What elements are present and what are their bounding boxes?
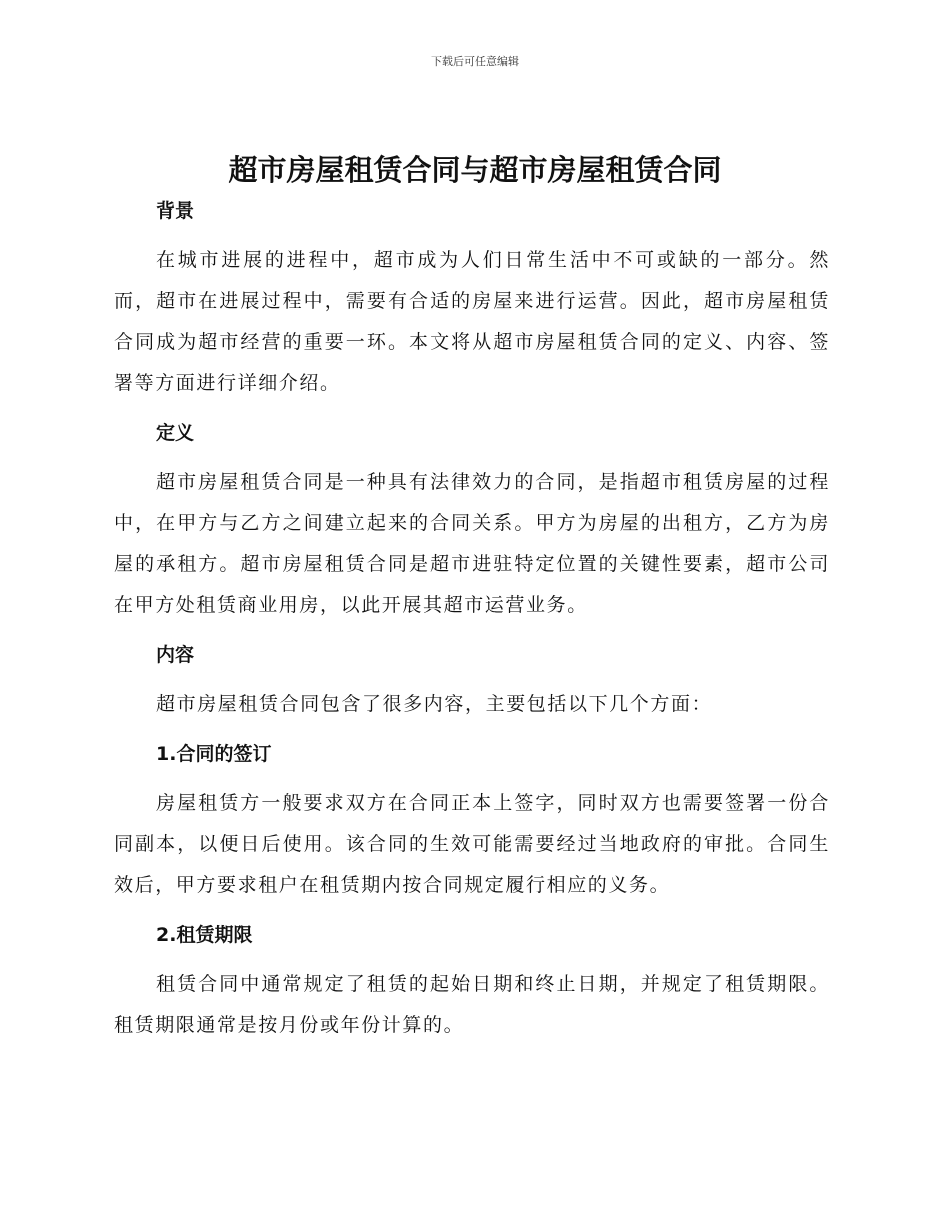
document-title: 超市房屋租赁合同与超市房屋租赁合同: [228, 153, 722, 187]
paragraph-background: 在城市进展的进程中，超市成为人们日常生活中不可或缺的一部分。然而，超市在进展过程中，需要有合适的房屋来进行运营。因此，超市房屋租赁合同成为超市经营的重要一环。本文将从超市房屋租赁合同的定义、内容、签署等方面进行详细介绍。: [114, 249, 830, 394]
paragraph-signing: 房屋租赁方一般要求双方在合同正本上签字，同时双方也需要签署一份合同副本，以便日后使用。该合同的生效可能需要经过当地政府的审批。合同生效后，甲方要求租户在租赁期内按合同规定履行相应的义务。: [114, 792, 830, 896]
paragraph-content: 超市房屋租赁合同包含了很多内容，主要包括以下几个方面：: [156, 693, 713, 715]
section-heading-signing: 1.合同的签订: [156, 743, 272, 765]
section-heading-definition: 定义: [156, 422, 195, 444]
section-heading-lease-term: 2.租赁期限: [156, 924, 253, 946]
section-heading-background: 背景: [156, 200, 195, 222]
document-body: [114, 194, 830, 1046]
paragraph-lease-term: 租赁合同中通常规定了租赁的起始日期和终止日期，并规定了租赁期限。租赁期限通常是按月份或年份计算的。: [114, 973, 830, 1036]
section-heading-content: 内容: [156, 644, 195, 666]
paragraph-definition: 超市房屋租赁合同是一种具有法律效力的合同，是指超市租赁房屋的过程中，在甲方与乙方之间建立起来的合同关系。甲方为房屋的出租方，乙方为房屋的承租方。超市房屋租赁合同是超市进驻特定位置的关键性要素，超市公司在甲方处租赁商业用房，以此开展其超市运营业务。: [114, 471, 830, 616]
page-header-note: 下载后可任意编辑: [431, 55, 519, 68]
